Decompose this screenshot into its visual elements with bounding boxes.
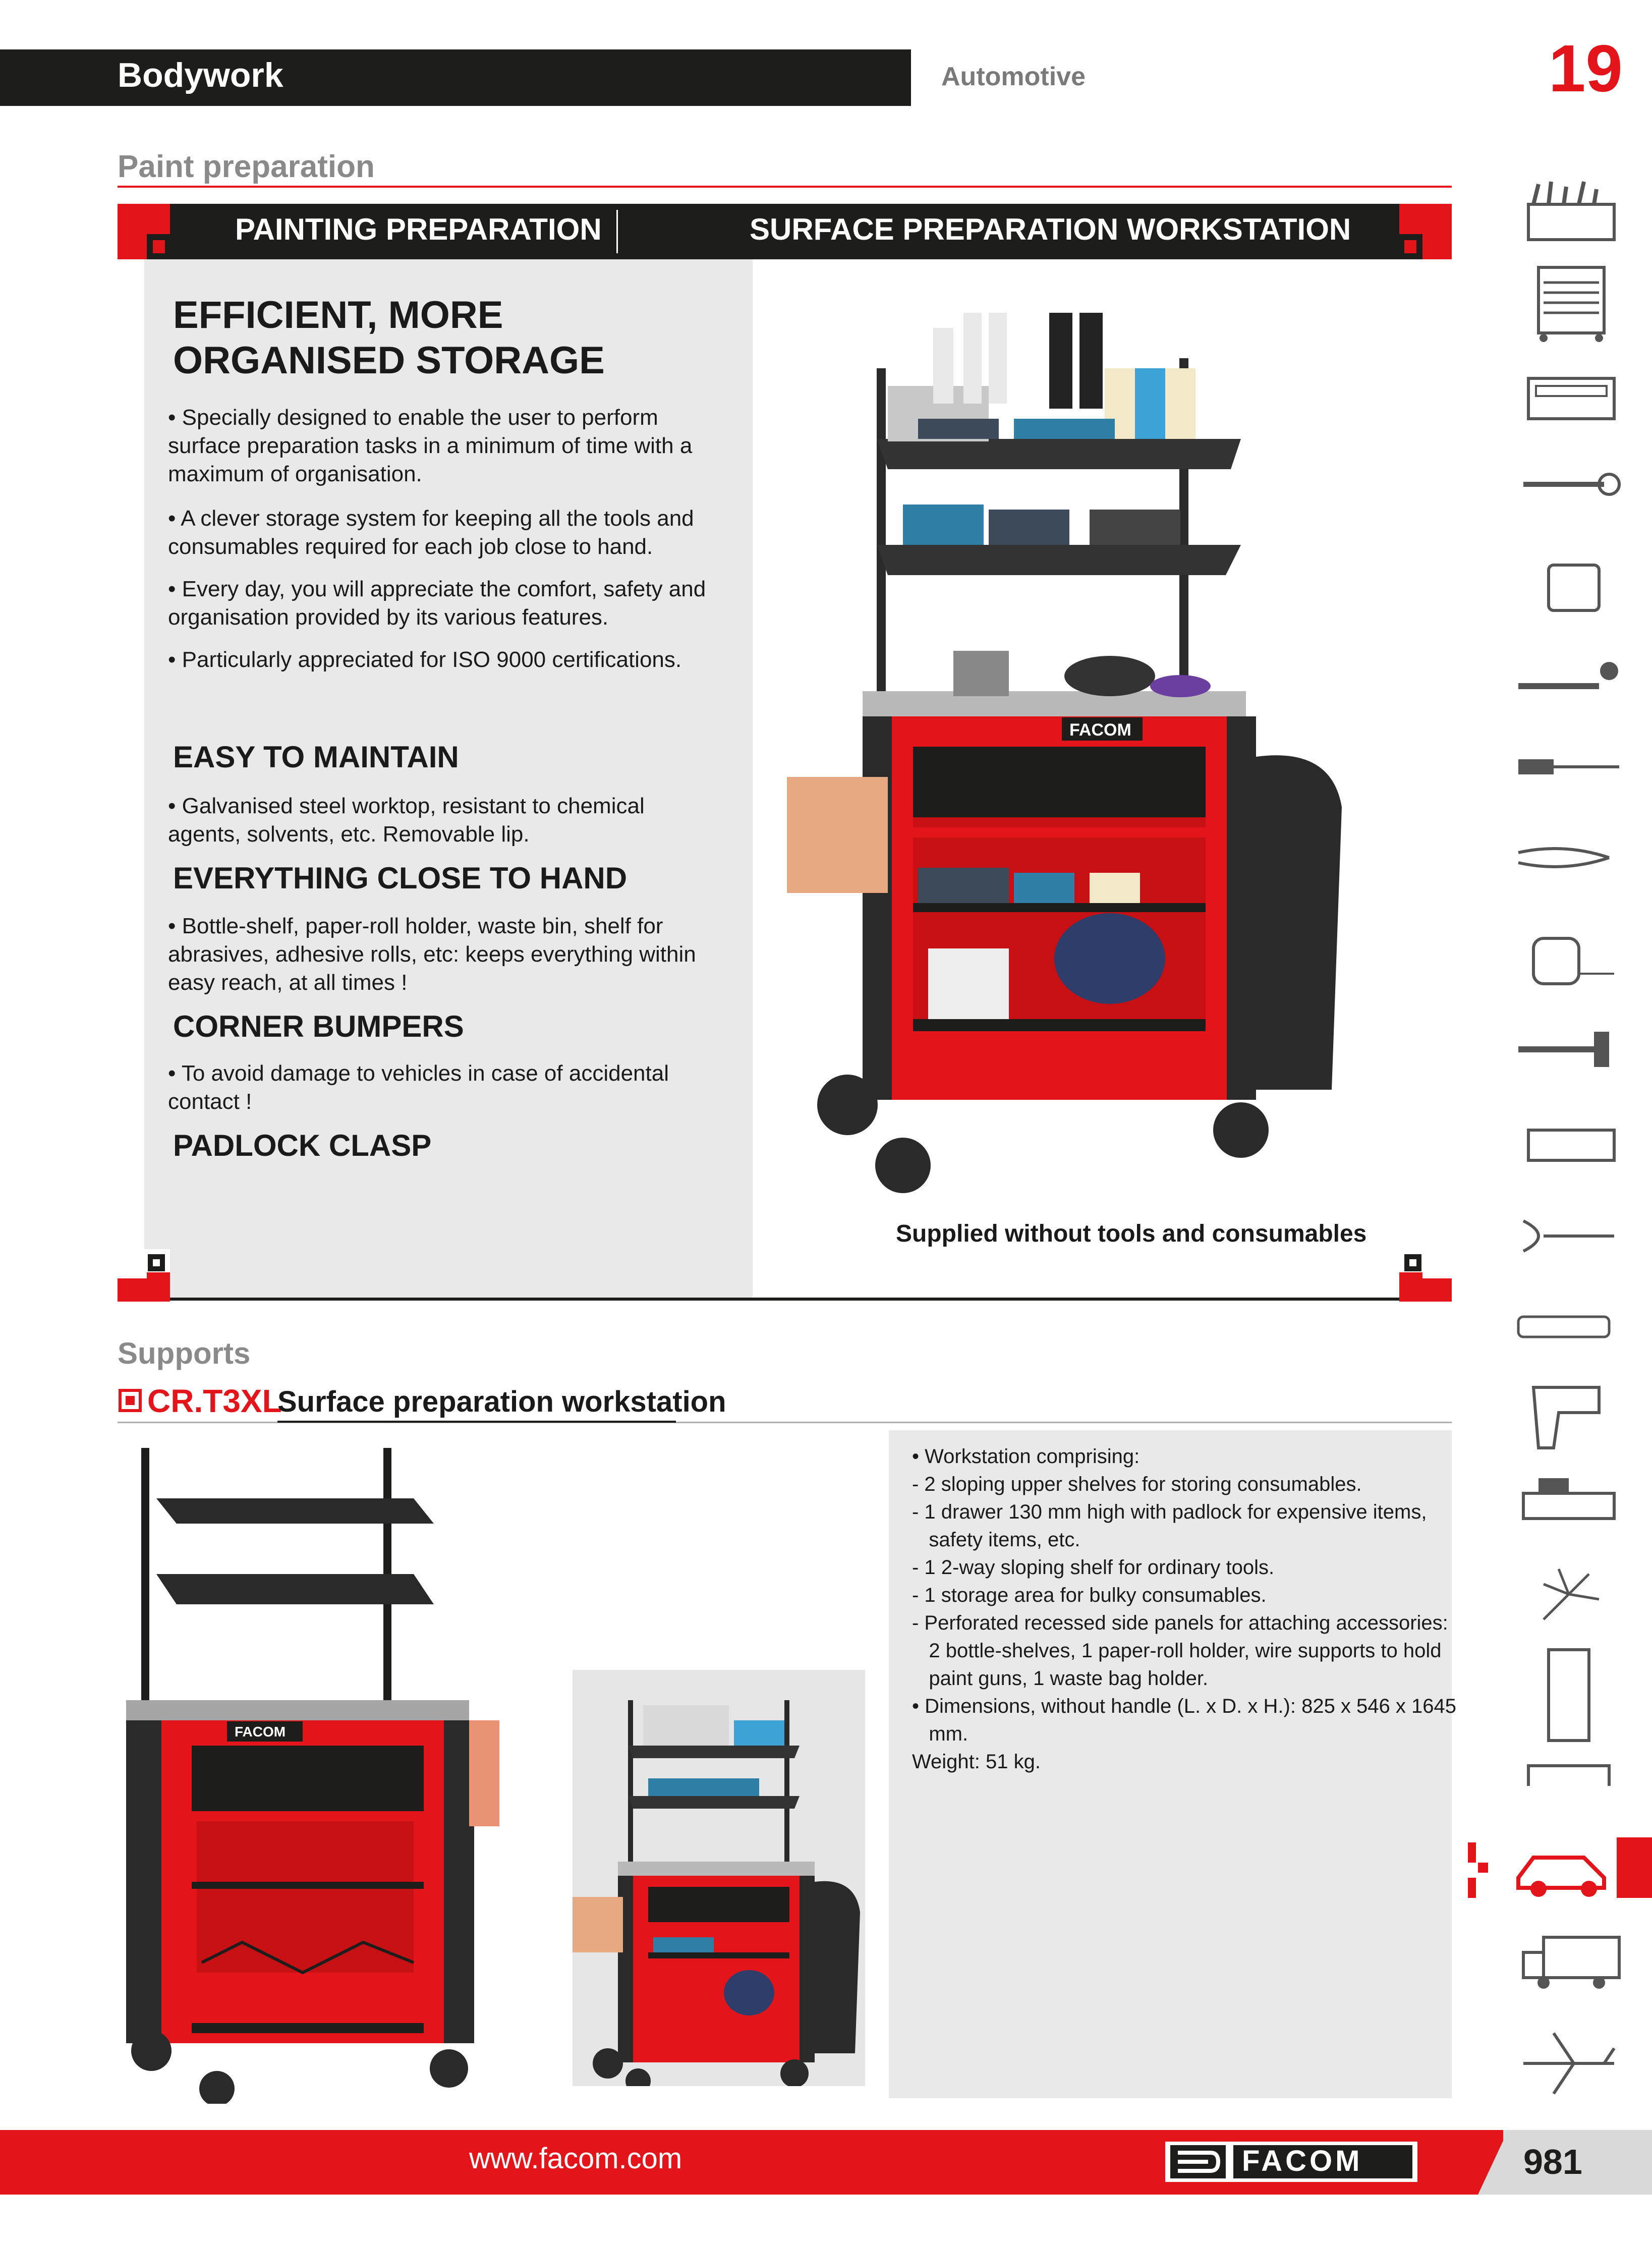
product-rule-accent [277, 1421, 676, 1423]
subsection-rule [118, 186, 1452, 188]
drawer-icon[interactable] [1513, 373, 1624, 444]
product-name: Surface preparation workstation [277, 1385, 726, 1418]
description-line-2: - 2 sloping upper shelves for storing consumables. [912, 1473, 1362, 1495]
feature-bullet-2: • A clever storage system for keeping all the tools and consumables required for each job close to hand. [168, 506, 694, 559]
pliers-icon[interactable] [1513, 837, 1624, 908]
product-reference: CR.T3XL [147, 1383, 282, 1419]
subsection-title: Paint preparation [118, 149, 375, 184]
close-to-hand-text: • Bottle-shelf, paper-roll holder, waste bin, shelf for abrasives, adhesive rolls, etc: keeps everything within easy reach, at all times ! [168, 914, 696, 995]
band-divider [616, 210, 618, 253]
plane-icon[interactable] [1513, 2023, 1624, 2094]
bumpers-text: • To avoid damage to vehicles in case of accidental contact ! [168, 1061, 669, 1114]
cart-brand-mark-2: FACOM [235, 1724, 286, 1740]
socket-icon[interactable] [1513, 555, 1624, 626]
description-line-1: • Workstation comprising: [912, 1445, 1140, 1468]
description-line-6: - 1 storage area for bulky consumables. [912, 1584, 1267, 1606]
car-icon[interactable] [1468, 1832, 1652, 1903]
puller-icon[interactable] [1513, 1211, 1624, 1281]
safety-icon[interactable] [1513, 1564, 1624, 1635]
wrench-icon[interactable] [1513, 469, 1624, 540]
band-corner-right [1399, 204, 1452, 259]
chapter-number: 19 [1549, 31, 1623, 105]
description-line-12: Weight: 51 kg. [912, 1751, 1041, 1773]
roller-cabinet-icon[interactable] [1513, 262, 1624, 333]
supports-title: Supports [118, 1336, 251, 1370]
maintain-text: • Galvanised steel worktop, resistant to chemical agents, solvents, etc. Removable lip. [168, 794, 645, 847]
band-corner-left [118, 204, 170, 259]
maintain-title: EASY TO MAINTAIN [173, 740, 459, 774]
page-number: 981 [1523, 2142, 1582, 2181]
workstation-photo-small [573, 1670, 865, 2086]
corner-mark-left [118, 1249, 170, 1302]
close-to-hand-title: EVERYTHING CLOSE TO HAND [173, 861, 628, 895]
band-title-left: PAINTING PREPARATION [235, 212, 602, 246]
photo-caption: Supplied without tools and consumables [896, 1220, 1367, 1247]
tape-measure-icon[interactable] [1513, 933, 1624, 1004]
corner-mark-right [1399, 1249, 1452, 1302]
section-bottom-rule [170, 1298, 1399, 1301]
description-line-4: safety items, etc. [912, 1529, 1080, 1551]
air-impact-wrench-icon[interactable] [1513, 1377, 1624, 1448]
vice-icon[interactable] [1513, 1468, 1624, 1539]
description-line-7: - Perforated recessed side panels for attaching accessories: [912, 1612, 1448, 1634]
feature-bullet-1: • Specially designed to enable the user to perform surface preparation tasks in a minimum of time with a maximum of organisation. [168, 405, 693, 486]
footer-url[interactable]: www.facom.com [469, 2142, 682, 2175]
spring-icon[interactable] [1513, 1756, 1624, 1826]
feature-bullet-3: • Every day, you will appreciate the comfort, safety and organisation provided by its various features. [168, 577, 706, 630]
description-line-10: • Dimensions, without handle (L. x D. x H.): 825 x 546 x 1645 [912, 1695, 1456, 1717]
section-title: Bodywork [118, 56, 283, 94]
workstation-photo-empty [111, 1438, 540, 2104]
hammer-icon[interactable] [1513, 1029, 1624, 1100]
category-label: Automotive [941, 62, 1086, 91]
circuit-breaker-icon[interactable] [1513, 1645, 1624, 1715]
van-icon[interactable] [1513, 1927, 1624, 1998]
reference-marker-fill [126, 1396, 135, 1405]
electrical-tester-icon[interactable] [1513, 1312, 1624, 1382]
description-line-9: paint guns, 1 waste bag holder. [912, 1667, 1209, 1690]
features-headline: EFFICIENT, MORE ORGANISED STORAGE [173, 294, 605, 382]
description-line-5: - 1 2-way sloping shelf for ordinary tools. [912, 1556, 1275, 1579]
facom-logo-text: FACOM [1242, 2145, 1363, 2177]
description-line-3: - 1 drawer 130 mm high with padlock for expensive items, [912, 1501, 1427, 1523]
hacksaw-icon[interactable] [1513, 1120, 1624, 1191]
cart-brand-mark: FACOM [1069, 720, 1131, 740]
bumpers-title: CORNER BUMPERS [173, 1010, 464, 1043]
workstation-photo-equipped [787, 303, 1392, 1201]
description-line-11: mm. [912, 1723, 969, 1745]
tool-chest-icon[interactable] [1513, 179, 1624, 250]
feature-bullet-4: • Particularly appreciated for ISO 9000 certifications. [168, 647, 682, 672]
padlock-title: PADLOCK CLASP [173, 1129, 432, 1162]
facom-logo-symbol [1170, 2145, 1226, 2178]
band-title-right: SURFACE PREPARATION WORKSTATION [750, 212, 1351, 246]
screwdriver-icon[interactable] [1513, 752, 1624, 822]
ratchet-icon[interactable] [1513, 656, 1624, 726]
description-line-8: 2 bottle-shelves, 1 paper-roll holder, wire supports to hold [912, 1640, 1442, 1662]
